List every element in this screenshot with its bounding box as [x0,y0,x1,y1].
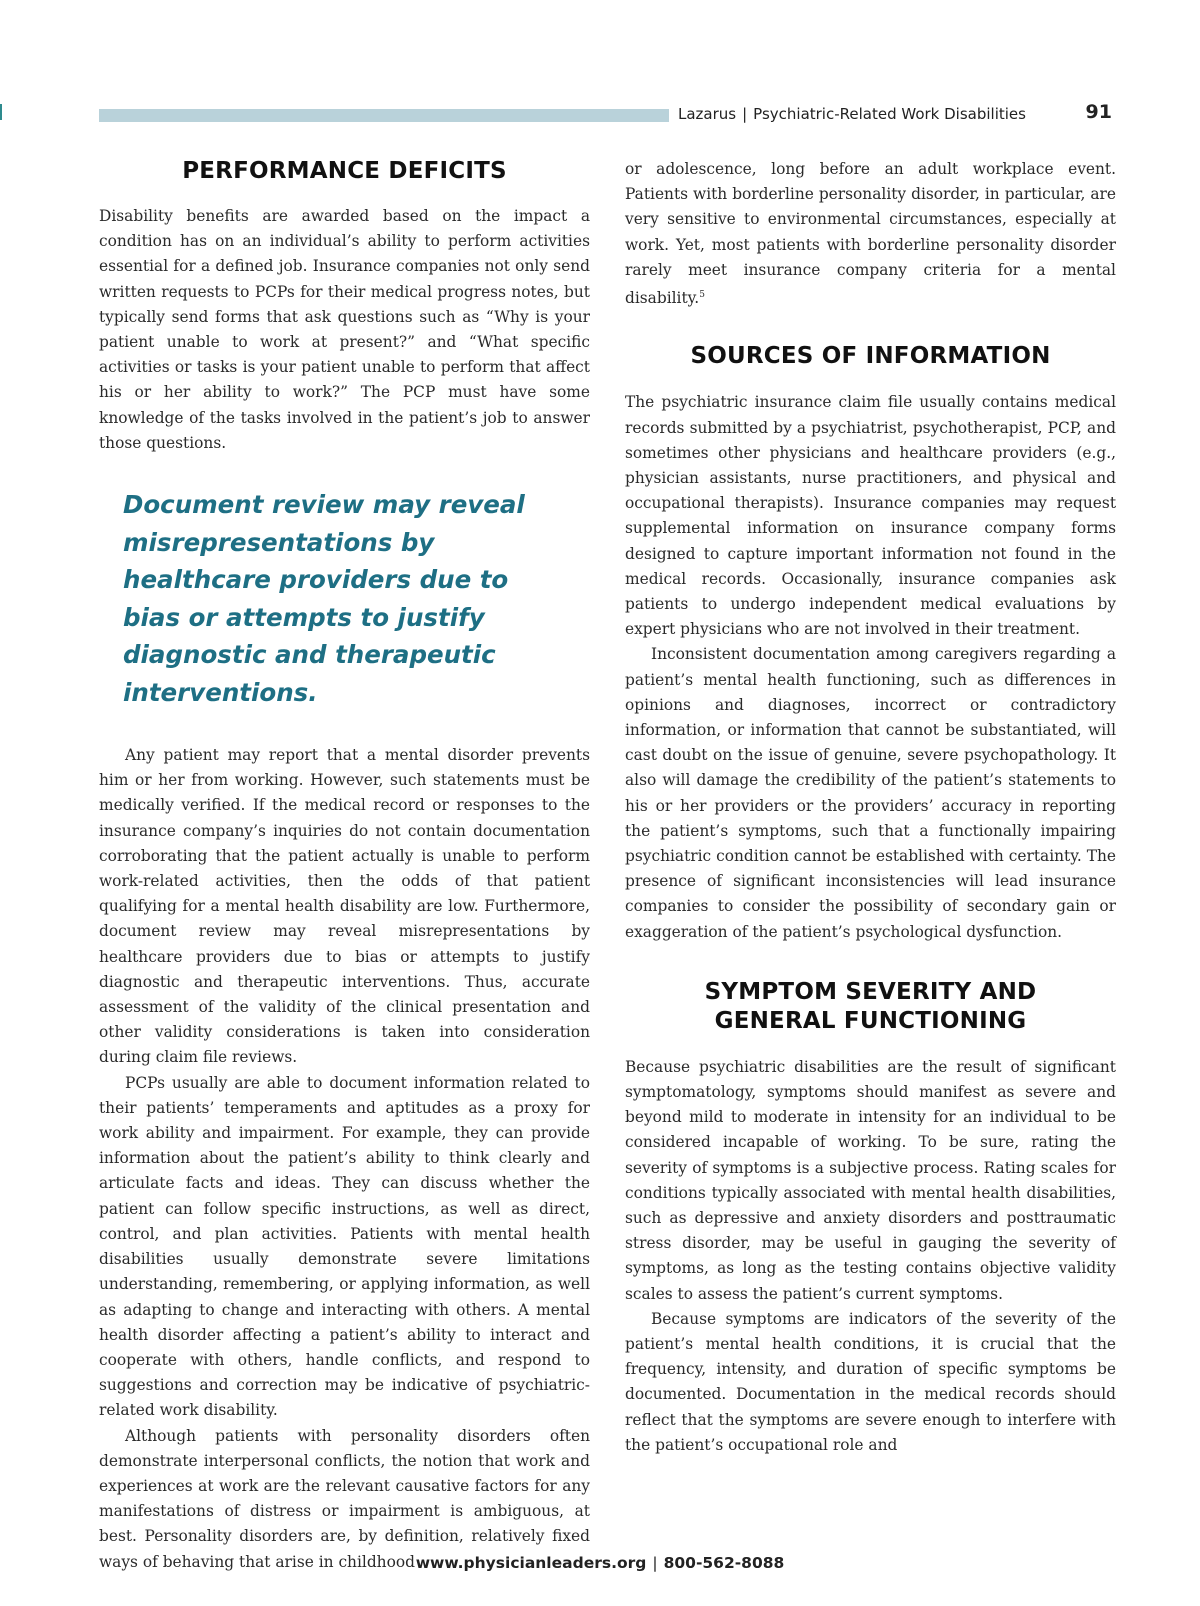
footer-phone: 800-562-8088 [663,1554,785,1572]
page-number: 91 [1085,101,1112,123]
body-paragraph: Any patient may report that a mental disorder prevents him or her from working. However, such statements must be medically verified. If the medical record or responses to the insurance company’s inquiries do not contain documentation corroborating that the patient actually is unable to perform work-related activities, then the odds of that patient qualifying for a mental health disability are low. Furthermore, document review may reveal misrepresentations by healthcare providers due to bias or attempts to justify diagnostic and therapeutic interventions. Thus, accurate assessment of the validity of the clinical presentation and other validity considerations is taken into consideration during claim file reviews. [99,746,590,1067]
footnote-reference: 5 [699,290,705,301]
body-paragraph: Inconsistent documentation among caregivers regarding a patient’s mental health functioning, such as differences in opinions and diagnoses, incorrect or contradictory information, or information that cannot be substantiated, will cast doubt on the issue of genuine, severe psychopathology. It also will damage the credibility of the patient’s statements to his or her providers or the providers’ accuracy in reporting the patient’s symptoms, such that a functionally impairing psychiatric condition cannot be established with certainty. The presence of significant inconsistencies will lead insurance companies to consider the possibility of secondary gain or exaggeration of the patient’s psychological dysfunction. [625,645,1116,941]
running-head-title: Psychiatric-Related Work Disabilities [753,105,1026,123]
footer-separator: | [652,1554,658,1572]
symptom-severity-heading [625,978,1116,1036]
continued-paragraph-text: or adolescence, long before an adult workplace event. Patients with borderline personality disorder, in particular, are very sensitive to environmental circumstances, especially at work. Yet, most patients with borderline personality disorder rarely meet insurance company criteria for a mental disability. [625,160,1116,308]
pull-quote: Document review may reveal misrepresentations by healthcare providers due to bias or attempts to justify diagnostic and therapeutic interventions. [123,490,525,707]
running-head-author: Lazarus [678,105,737,123]
symptom-severity-heading-line1: SYMPTOM SEVERITY AND [704,978,1037,1005]
header-rule-bar [99,109,669,122]
running-head [678,105,1026,123]
right-column [625,157,1116,1458]
body-paragraph: Because psychiatric disabilities are the result of significant symptomatology, symptoms should manifest as severe and beyond mild to moderate in intensity for an individual to be considered incapable of working. To be sure, rating the severity of symptoms is a subjective process. Rating scales for conditions typically associated with mental health disabilities, such as depressive and anxiety disorders and posttraumatic stress disorder, may be useful in gauging the severity of symptoms, as long as the testing contains objective validity scales to assess the patient’s current symptoms. [625,1057,1116,1303]
body-paragraph: Although patients with personality disorders often demonstrate interpersonal conflicts, the notion that work and experiences at work are the relevant causative factors for any manifestations of distress or impairment is ambiguous, at best. Personality disorders are, by definition, relatively fixed ways of behaving that arise in childhood [99,1426,590,1571]
body-paragraph: PCPs usually are able to document information related to their patients’ temperaments and aptitudes as a proxy for work ability and impairment. For example, they can provide information about the patient’s ability to think clearly and articulate facts and ideas. They can discuss whether the patient can follow specific instructions, as well as direct, control, and plan activities. Patients with mental health disabilities usually demonstrate severe limitations understanding, remembering, or applying information, as well as adapting to change and interacting with others. A mental health disorder affecting a patient’s ability to interact and cooperate with others, handle conflicts, and respond to suggestions and correction may be indicative of psychiatric-related work disability. [99,1073,590,1420]
body-paragraph: The psychiatric insurance claim file usually contains medical records submitted by a psychiatrist, psychotherapist, PCP, and sometimes other physicians and healthcare providers (e.g., physician assistants, nurse practitioners, and physical and occupational therapists). Insurance companies may request supplemental information on insurance company forms designed to capture important information not found in the medical records. Occasionally, insurance companies ask patients to undergo independent medical evaluations by expert physicians who are not involved in their treatment. [625,393,1116,639]
performance-deficits-heading: PERFORMANCE DEFICITS [182,158,507,184]
page-edge-mark [0,104,2,120]
left-column [99,157,590,1575]
page-footer [0,1554,1200,1572]
continued-paragraph [625,157,1116,311]
performance-deficits-intro: Disability benefits are awarded based on the impact a condition has on an individual’s ability to perform activities essential for a defined job. Insurance companies not only send written requests to PCPs for their medical progress notes, but typically send forms that ask questions such as “Why is your patient unable to work at present?” and “What specific activities or tasks is your patient unable to perform that affect his or her ability to work?” The PCP must have some knowledge of the tasks involved in the patient’s job to answer those questions. [99,207,590,452]
sources-of-information-heading: SOURCES OF INFORMATION [690,343,1051,370]
footer-website-link[interactable]: www.physicianleaders.org [415,1554,647,1572]
body-paragraph: Because symptoms are indicators of the severity of the patient’s mental health conditions, it is crucial that the frequency, intensity, and duration of specific symptoms be documented. Documentation in the medical records should reflect that the symptoms are severe enough to interfere with the patient’s occupational role and [625,1309,1116,1454]
running-head-separator: | [742,105,748,123]
symptom-severity-heading-line2: GENERAL FUNCTIONING [714,1007,1027,1034]
